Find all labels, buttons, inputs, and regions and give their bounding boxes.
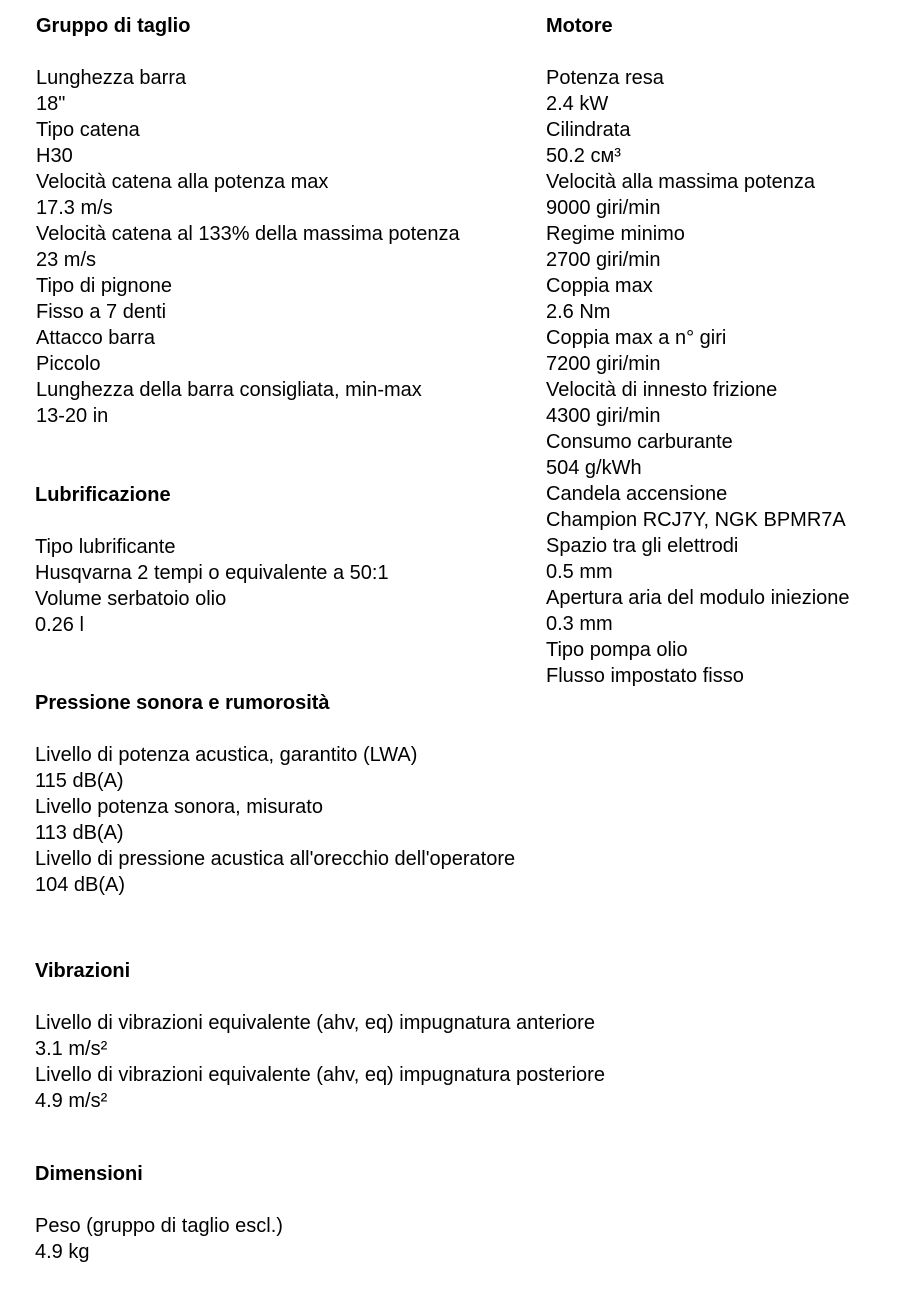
section-title: Motore xyxy=(546,15,613,37)
spec-value: 113 dB(A) xyxy=(35,822,124,844)
spec-label: Spazio tra gli elettrodi xyxy=(546,535,739,557)
spec-list xyxy=(546,65,850,689)
spec-value: 0.5 mm xyxy=(546,561,613,583)
spec-label: Lunghezza della barra consigliata, min-max xyxy=(36,379,422,401)
spec-label: Livello di pressione acustica all'orecchio dell'operatore xyxy=(35,848,516,870)
spec-value: Fisso a 7 denti xyxy=(36,301,167,323)
spec-label: Livello potenza sonora, misurato xyxy=(35,796,323,818)
section-title: Gruppo di taglio xyxy=(36,15,191,37)
spec-label: Lunghezza barra xyxy=(36,67,187,89)
spec-label: Livello di vibrazioni equivalente (ahv, eq) impugnatura anteriore xyxy=(35,1012,595,1034)
spec-label: Consumo carburante xyxy=(546,431,733,453)
section-vibrazioni xyxy=(35,958,605,1114)
spec-list xyxy=(35,1010,605,1114)
spec-value: 0.26 l xyxy=(35,614,84,636)
spec-label: Tipo di pignone xyxy=(36,275,173,297)
spec-label: Apertura aria del modulo iniezione xyxy=(546,587,850,609)
spec-value: 23 m/s xyxy=(36,249,97,271)
spec-value: 4.9 kg xyxy=(35,1241,90,1263)
spec-value: 50.2 см³ xyxy=(546,145,621,167)
section-pressione-sonora xyxy=(35,690,515,898)
spec-label: Attacco barra xyxy=(36,327,155,349)
spec-list xyxy=(36,65,460,429)
spec-value: 18" xyxy=(36,93,66,115)
spec-value: 2700 giri/min xyxy=(546,249,661,271)
spec-label: Cilindrata xyxy=(546,119,631,141)
spec-label: Velocità catena alla potenza max xyxy=(36,171,329,193)
spec-label: Volume serbatoio olio xyxy=(35,588,227,610)
spec-value: 7200 giri/min xyxy=(546,353,661,375)
spec-label: Velocità catena al 133% della massima potenza xyxy=(36,223,460,245)
section-title: Dimensioni xyxy=(35,1163,143,1185)
spec-value: 104 dB(A) xyxy=(35,874,126,896)
section-dimensioni xyxy=(35,1161,283,1265)
spec-label: Tipo lubrificante xyxy=(35,536,176,558)
spec-value: 4.9 m/s² xyxy=(35,1090,108,1112)
spec-label: Peso (gruppo di taglio escl.) xyxy=(35,1215,283,1237)
spec-label: Livello di vibrazioni equivalente (ahv, eq) impugnatura posteriore xyxy=(35,1064,605,1086)
spec-value: 17.3 m/s xyxy=(36,197,113,219)
spec-value: H30 xyxy=(36,145,73,167)
spec-label: Tipo catena xyxy=(36,119,140,141)
spec-value: 2.6 Nm xyxy=(546,301,611,323)
spec-list xyxy=(35,534,389,638)
spec-value: Husqvarna 2 tempi o equivalente a 50:1 xyxy=(35,562,389,584)
spec-list xyxy=(35,742,515,898)
spec-label: Potenza resa xyxy=(546,67,664,89)
spec-value: 4300 giri/min xyxy=(546,405,661,427)
spec-label: Tipo pompa olio xyxy=(546,639,688,661)
spec-value: 9000 giri/min xyxy=(546,197,661,219)
spec-value: Piccolo xyxy=(36,353,101,375)
spec-value: 2.4 kW xyxy=(546,93,609,115)
spec-label: Livello di potenza acustica, garantito (LWA) xyxy=(35,744,418,766)
spec-value: 504 g/kWh xyxy=(546,457,642,479)
section-title: Pressione sonora e rumorosità xyxy=(35,692,330,714)
spec-label: Velocità di innesto frizione xyxy=(546,379,778,401)
spec-label: Coppia max a n° giri xyxy=(546,327,727,349)
spec-value: 115 dB(A) xyxy=(35,770,124,792)
section-title: Lubrificazione xyxy=(35,484,171,506)
spec-label: Coppia max xyxy=(546,275,653,297)
section-title: Vibrazioni xyxy=(35,960,131,982)
spec-label: Candela accensione xyxy=(546,483,728,505)
spec-list xyxy=(35,1213,283,1265)
section-gruppo-di-taglio xyxy=(36,13,460,429)
spec-value: 13-20 in xyxy=(36,405,109,427)
section-lubrificazione xyxy=(35,482,389,638)
spec-value: 3.1 m/s² xyxy=(35,1038,108,1060)
spec-value: Flusso impostato fisso xyxy=(546,665,744,687)
spec-value: 0.3 mm xyxy=(546,613,613,635)
section-motore xyxy=(546,13,850,689)
spec-label: Regime minimo xyxy=(546,223,685,245)
spec-value: Champion RCJ7Y, NGK BPMR7A xyxy=(546,509,846,531)
spec-label: Velocità alla massima potenza xyxy=(546,171,816,193)
